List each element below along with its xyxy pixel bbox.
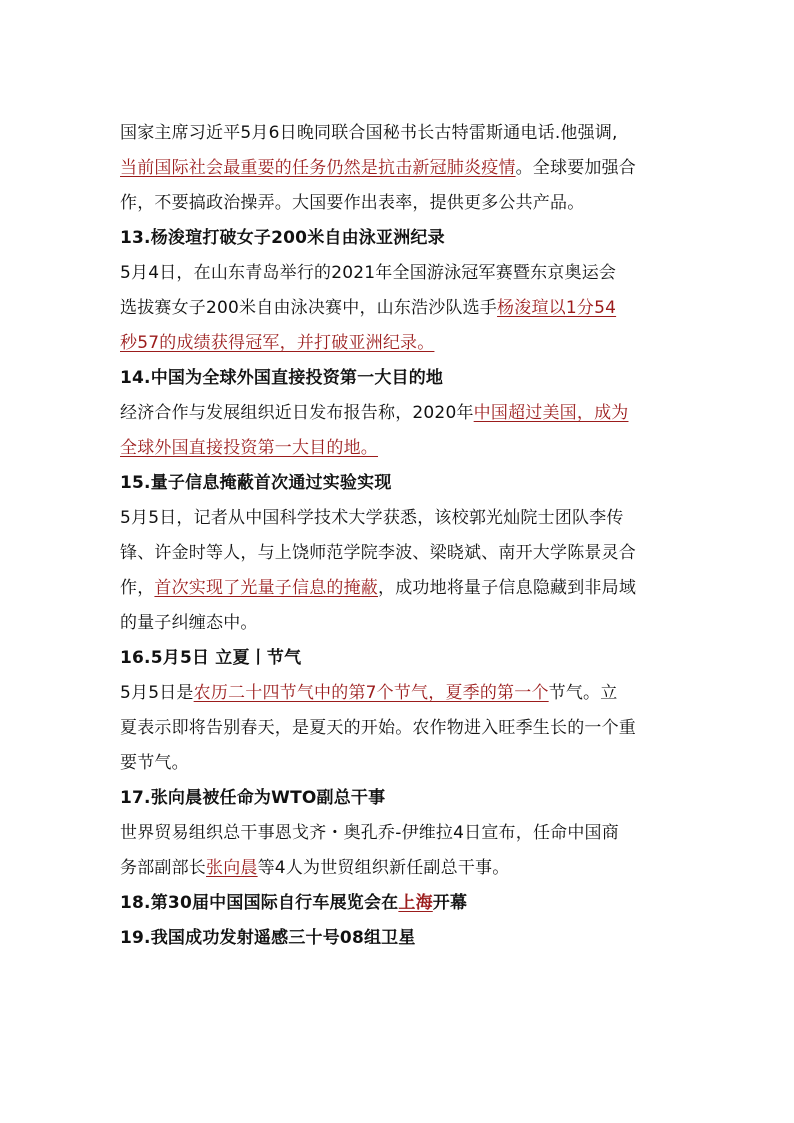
paragraph-line	[120, 256, 680, 291]
highlighted-text: 农历二十四节气中的第7个节气，夏季的第一个	[193, 683, 549, 703]
paragraph-line	[120, 186, 680, 221]
text-segment: 等4人为世贸组织新任副总干事。	[257, 858, 510, 878]
text-segment: 国家主席习近平5月6日晚同联合国秘书长古特雷斯通电话.他强调,	[120, 123, 618, 143]
paragraph-line	[120, 151, 680, 186]
text-segment: 开幕	[432, 893, 468, 913]
section-heading	[120, 221, 680, 256]
section-heading	[120, 921, 680, 956]
text-segment: 17.张向晨被任命为WTO副总干事	[120, 788, 386, 808]
section-heading	[120, 781, 680, 816]
text-segment: 14.中国为全球外国直接投资第一大目的地	[120, 368, 444, 388]
paragraph-line	[120, 326, 680, 361]
highlighted-text: 中国超过美国，成为	[473, 403, 629, 423]
text-segment: 5月5日是	[120, 683, 194, 703]
paragraph-line	[120, 431, 680, 466]
text-segment: 19.我国成功发射遥感三十号08组卫星	[120, 928, 416, 948]
paragraph-line	[120, 116, 680, 151]
text-segment: 务部副部长	[120, 858, 206, 878]
highlighted-text: 首次实现了光量子信息的掩蔽	[154, 578, 379, 598]
text-segment: 15.量子信息掩蔽首次通过实验实现	[120, 473, 392, 493]
text-segment: 16.5月5日 立夏丨节气	[120, 648, 302, 668]
text-segment: 节气。立	[548, 683, 618, 703]
text-segment: 5月5日，记者从中国科学技术大学获悉，该校郭光灿院士团队李传	[120, 508, 624, 528]
paragraph-line	[120, 501, 680, 536]
text-segment: 13.杨浚瑄打破女子200米自由泳亚洲纪录	[120, 228, 445, 248]
highlighted-text: 张向晨	[206, 858, 258, 878]
paragraph-line	[120, 711, 680, 746]
text-segment: 的量子纠缠态中。	[120, 613, 258, 633]
highlighted-text: 秒57的成绩获得冠军，并打破亚洲纪录。	[120, 333, 435, 353]
document-body	[120, 116, 680, 956]
paragraph-line	[120, 571, 680, 606]
text-segment: 。全球要加强合	[515, 158, 637, 178]
paragraph-line	[120, 816, 680, 851]
text-segment: 经济合作与发展组织近日发布报告称，2020年	[120, 403, 474, 423]
paragraph-line	[120, 396, 680, 431]
text-segment: 作，不要搞政治操弄。大国要作出表率，提供更多公共产品。	[120, 193, 585, 213]
text-segment: 要节气。	[120, 753, 189, 773]
paragraph-line	[120, 851, 680, 886]
text-segment: 夏表示即将告别春天，是夏天的开始。农作物进入旺季生长的一个重	[120, 718, 636, 738]
highlighted-text: 上海	[398, 893, 433, 913]
section-heading	[120, 886, 680, 921]
text-segment: 18.第30届中国国际自行车展览会在	[120, 893, 399, 913]
text-segment: 锋、许金时等人，与上饶师范学院李波、梁晓斌、南开大学陈景灵合	[120, 543, 636, 563]
paragraph-line	[120, 676, 680, 711]
highlighted-text: 当前国际社会最重要的任务仍然是抗击新冠肺炎疫情	[120, 158, 516, 178]
highlighted-text: 全球外国直接投资第一大目的地。	[120, 438, 378, 458]
text-segment: 选拔赛女子200米自由泳决赛中，山东浩沙队选手	[120, 298, 498, 318]
paragraph-line	[120, 606, 680, 641]
text-segment: 世界贸易组织总干事恩戈齐・奥孔乔-伊维拉4日宣布，任命中国商	[120, 823, 619, 843]
text-segment: 作，	[120, 578, 155, 598]
paragraph-line	[120, 746, 680, 781]
text-segment: 5月4日，在山东青岛举行的2021年全国游泳冠军赛暨东京奥运会	[120, 263, 617, 283]
section-heading	[120, 466, 680, 501]
highlighted-text: 杨浚瑄以1分54	[497, 298, 617, 318]
paragraph-line	[120, 291, 680, 326]
text-segment: ，成功地将量子信息隐藏到非局域	[378, 578, 637, 598]
section-heading	[120, 641, 680, 676]
paragraph-line	[120, 536, 680, 571]
section-heading	[120, 361, 680, 396]
